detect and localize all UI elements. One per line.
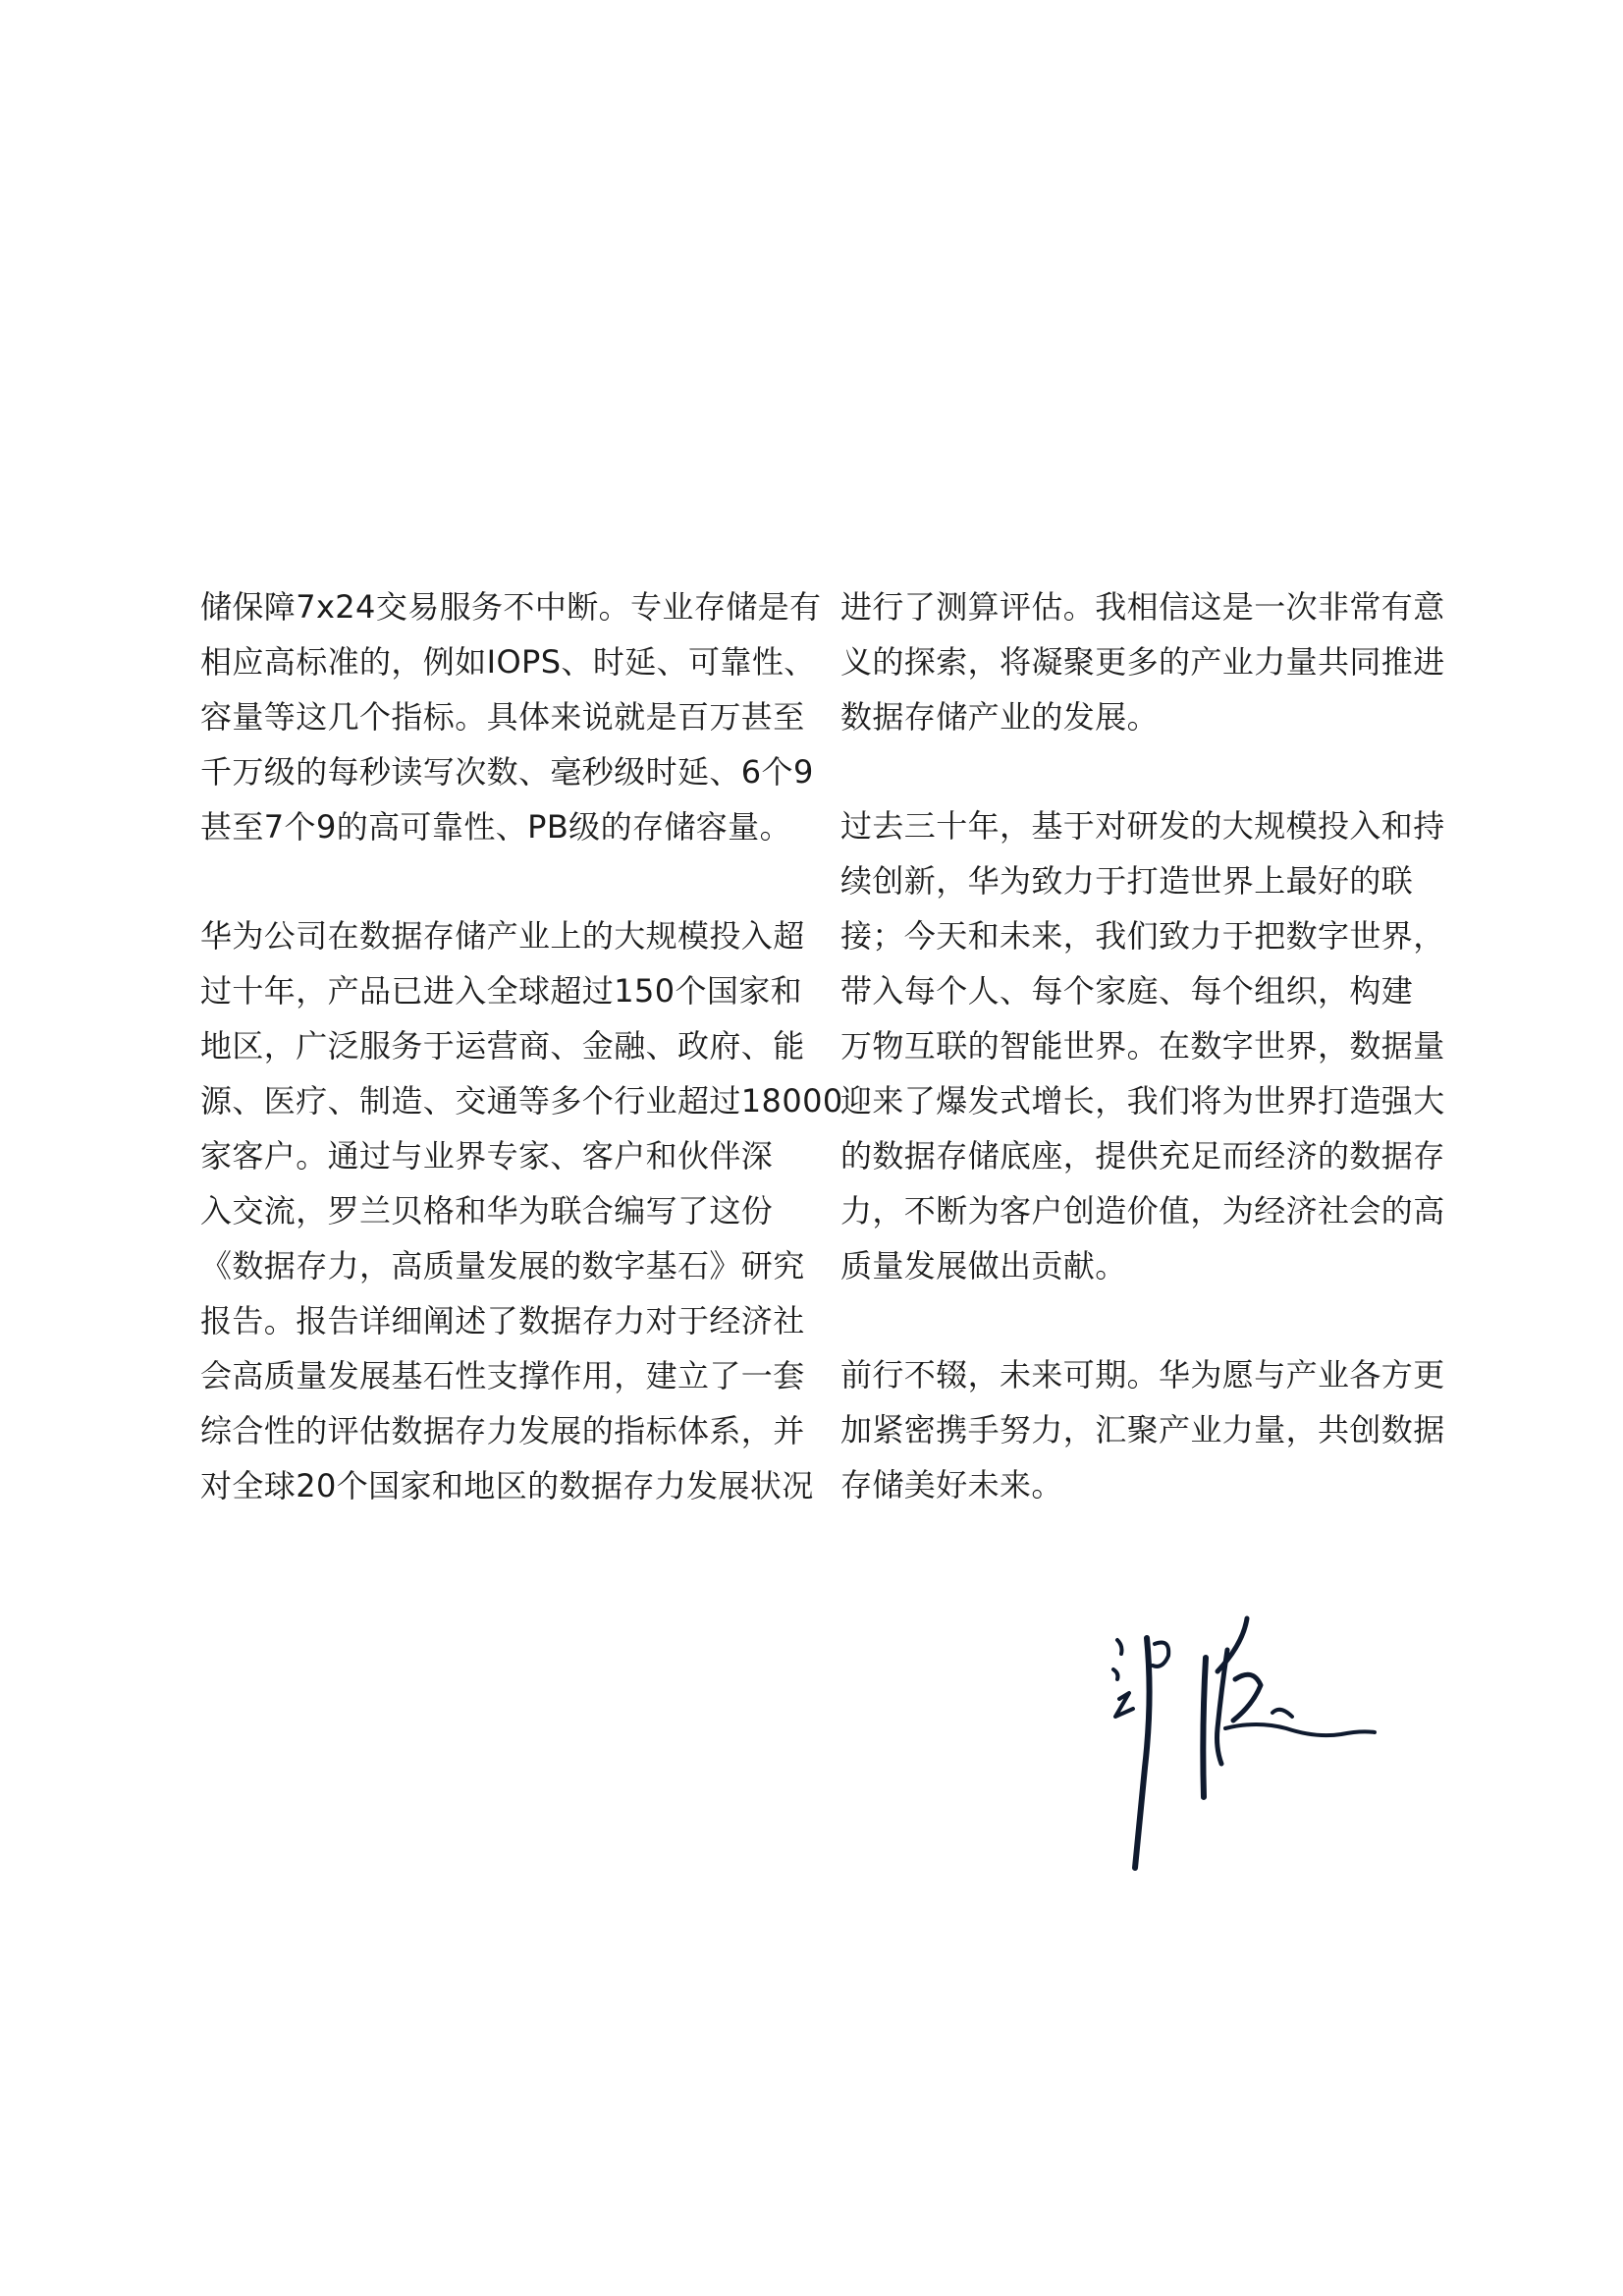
text-line: 加紧密携手努力，汇聚产业力量，共创数据 xyxy=(840,1411,1445,1449)
text-line: 《数据存力，高质量发展的数字基石》研究 xyxy=(200,1247,805,1285)
text-line: 储保障7x24交易服务不中断。专业存储是有 xyxy=(200,588,822,626)
paragraph-future xyxy=(840,1347,1445,1512)
text-line: 迎来了爆发式增长，我们将为世界打造强大 xyxy=(840,1082,1445,1120)
text-line: 接；今天和未来，我们致力于把数字世界， xyxy=(840,917,1445,955)
text-line: 综合性的评估数据存力发展的指标体系，并 xyxy=(200,1412,805,1449)
text-line: 万物互联的智能世界。在数字世界，数据量 xyxy=(840,1027,1445,1065)
text-line: 家客户。通过与业界专家、客户和伙伴深 xyxy=(200,1137,774,1175)
text-line: 会高质量发展基石性支撑作用，建立了一套 xyxy=(200,1357,805,1394)
paragraph-thirty-years xyxy=(840,798,1445,1293)
text-line: 前行不辍，未来可期。华为愿与产业各方更 xyxy=(840,1356,1445,1394)
text-line: 容量等这几个指标。具体来说就是百万甚至 xyxy=(200,698,805,736)
text-line: 相应高标准的，例如IOPS、时延、可靠性、 xyxy=(200,643,816,681)
text-line: 带入每个人、每个家庭、每个组织，构建 xyxy=(840,972,1414,1010)
right-text-column xyxy=(840,579,1445,1566)
text-line: 力，不断为客户创造价值，为经济社会的高 xyxy=(840,1192,1445,1230)
text-line: 对全球20个国家和地区的数据存力发展状况 xyxy=(200,1467,814,1504)
text-line: 千万级的每秒读写次数、毫秒级时延、6个9 xyxy=(200,753,814,791)
text-line: 义的探索，将凝聚更多的产业力量共同推进 xyxy=(840,643,1445,681)
text-line: 华为公司在数据存储产业上的大规模投入超 xyxy=(200,917,805,955)
text-line: 过十年，产品已进入全球超过150个国家和 xyxy=(200,972,803,1010)
text-line: 续创新，华为致力于打造世界上最好的联 xyxy=(840,862,1414,900)
text-line: 过去三十年，基于对研发的大规模投入和持 xyxy=(840,807,1445,845)
text-line: 甚至7个9的高可靠性、PB级的存储容量。 xyxy=(200,808,791,846)
text-line: 报告。报告详细阐述了数据存力对于经济社 xyxy=(200,1302,805,1339)
paragraph-huawei-investment xyxy=(200,908,843,1513)
paragraph-evaluation xyxy=(840,579,1445,744)
text-line: 源、医疗、制造、交通等多个行业超过18000 xyxy=(200,1082,843,1120)
text-line: 进行了测算评估。我相信这是一次非常有意 xyxy=(840,588,1445,626)
handwritten-signature-icon xyxy=(1100,1611,1394,1886)
paragraph-storage-standards xyxy=(200,579,822,854)
text-line: 地区，广泛服务于运营商、金融、政府、能 xyxy=(200,1027,805,1065)
text-line: 数据存储产业的发展。 xyxy=(840,698,1160,736)
text-line: 质量发展做出贡献。 xyxy=(840,1247,1127,1285)
text-line: 入交流，罗兰贝格和华为联合编写了这份 xyxy=(200,1192,774,1230)
text-line: 的数据存储底座，提供充足而经济的数据存 xyxy=(840,1137,1445,1175)
text-line: 存储美好未来。 xyxy=(840,1466,1063,1503)
left-text-column xyxy=(200,579,843,1567)
